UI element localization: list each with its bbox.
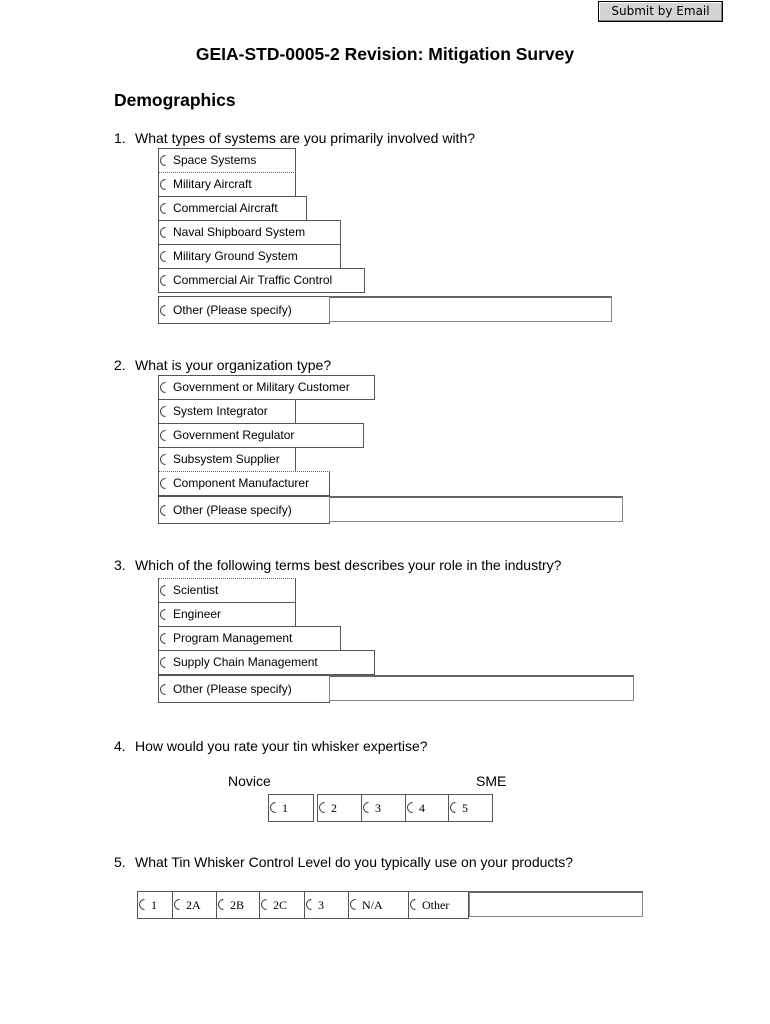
radio-icon[interactable]: [259, 897, 275, 913]
radio-icon[interactable]: [158, 428, 174, 444]
q2-option-system-integrator[interactable]: System Integrator: [158, 399, 296, 424]
q3-option-program-mgmt[interactable]: Program Management: [158, 626, 341, 651]
q2-other-input[interactable]: [329, 496, 623, 522]
q3-option-engineer[interactable]: Engineer: [158, 602, 296, 627]
q1-other-input[interactable]: [329, 296, 612, 322]
q5-level-1[interactable]: 1: [137, 891, 173, 919]
radio-icon[interactable]: [172, 897, 188, 913]
q5-other-input[interactable]: [469, 891, 643, 917]
q1-option-space-systems[interactable]: Space Systems: [158, 148, 296, 173]
submit-by-email-button[interactable]: Submit by Email: [598, 1, 723, 22]
scale-high-label: SME: [476, 773, 507, 789]
radio-icon[interactable]: [158, 273, 174, 289]
page-title: GEIA-STD-0005-2 Revision: Mitigation Survey: [195, 44, 575, 64]
radio-icon[interactable]: [158, 452, 174, 468]
section-title: Demographics: [114, 90, 236, 110]
q1-option-commercial-aircraft[interactable]: Commercial Aircraft: [158, 196, 307, 221]
question-text: Which of the following terms best describes your role in the industry?: [135, 557, 562, 573]
radio-icon[interactable]: [408, 897, 424, 913]
radio-icon[interactable]: [158, 380, 174, 396]
radio-icon[interactable]: [158, 201, 174, 217]
question-2: [114, 357, 331, 373]
q5-level-3[interactable]: 3: [304, 891, 349, 919]
radio-icon[interactable]: [158, 177, 174, 193]
radio-icon[interactable]: [268, 800, 284, 816]
radio-icon[interactable]: [317, 800, 333, 816]
radio-icon[interactable]: [158, 607, 174, 623]
radio-icon[interactable]: [158, 583, 174, 599]
radio-icon[interactable]: [158, 476, 174, 492]
radio-icon[interactable]: [304, 897, 320, 913]
radio-icon[interactable]: [158, 249, 174, 265]
question-text: What types of systems are you primarily involved with?: [135, 130, 476, 146]
radio-icon[interactable]: [448, 800, 464, 816]
q4-rating-3[interactable]: 3: [361, 794, 406, 822]
radio-icon[interactable]: [405, 800, 421, 816]
q5-level-na[interactable]: N/A: [348, 891, 409, 919]
q5-level-2b[interactable]: 2B: [216, 891, 260, 919]
question-number: 1.: [114, 130, 126, 146]
radio-icon[interactable]: [158, 503, 174, 519]
radio-icon[interactable]: [158, 225, 174, 241]
question-text: How would you rate your tin whisker expertise?: [135, 738, 428, 754]
q1-option-military-aircraft[interactable]: Military Aircraft: [158, 172, 296, 197]
q3-option-other[interactable]: Other (Please specify): [158, 675, 330, 703]
question-1: [114, 130, 475, 146]
q4-rating-2[interactable]: 2: [317, 794, 362, 822]
q3-option-scientist[interactable]: Scientist: [158, 578, 296, 603]
q3-other-input[interactable]: [329, 675, 634, 701]
q1-option-other[interactable]: Other (Please specify): [158, 296, 330, 324]
q1-option-military-ground[interactable]: Military Ground System: [158, 244, 341, 269]
radio-icon[interactable]: [361, 800, 377, 816]
question-number: 3.: [114, 557, 126, 573]
question-4: [114, 738, 428, 754]
q2-option-gov-regulator[interactable]: Government Regulator: [158, 423, 364, 448]
question-number: 2.: [114, 357, 126, 373]
q4-rating-4[interactable]: 4: [405, 794, 449, 822]
radio-icon[interactable]: [158, 655, 174, 671]
q5-level-other[interactable]: Other: [408, 891, 469, 919]
radio-icon[interactable]: [158, 404, 174, 420]
question-text: What is your organization type?: [135, 357, 332, 373]
question-number: 5.: [114, 854, 126, 870]
q5-level-2a[interactable]: 2A: [172, 891, 217, 919]
q1-option-naval-shipboard[interactable]: Naval Shipboard System: [158, 220, 341, 245]
radio-icon[interactable]: [158, 303, 174, 319]
q2-option-other[interactable]: Other (Please specify): [158, 496, 330, 524]
radio-icon[interactable]: [158, 631, 174, 647]
q5-level-2c[interactable]: 2C: [259, 891, 305, 919]
question-number: 4.: [114, 738, 126, 754]
radio-icon[interactable]: [158, 153, 174, 169]
q4-rating-5[interactable]: 5: [448, 794, 493, 822]
question-5: [114, 854, 573, 870]
q2-option-gov-military[interactable]: Government or Military Customer: [158, 375, 375, 400]
question-text: What Tin Whisker Control Level do you typically use on your products?: [135, 854, 574, 870]
q4-rating-1[interactable]: 1: [268, 794, 314, 822]
q2-option-subsystem-supplier[interactable]: Subsystem Supplier: [158, 447, 296, 472]
q3-option-supply-chain[interactable]: Supply Chain Management: [158, 650, 375, 675]
radio-icon[interactable]: [348, 897, 364, 913]
q2-option-component-mfr[interactable]: Component Manufacturer: [158, 471, 330, 496]
question-3: [114, 557, 561, 573]
radio-icon[interactable]: [137, 897, 153, 913]
radio-icon[interactable]: [216, 897, 232, 913]
q1-option-commercial-atc[interactable]: Commercial Air Traffic Control: [158, 268, 365, 293]
scale-low-label: Novice: [228, 773, 271, 789]
radio-icon[interactable]: [158, 682, 174, 698]
